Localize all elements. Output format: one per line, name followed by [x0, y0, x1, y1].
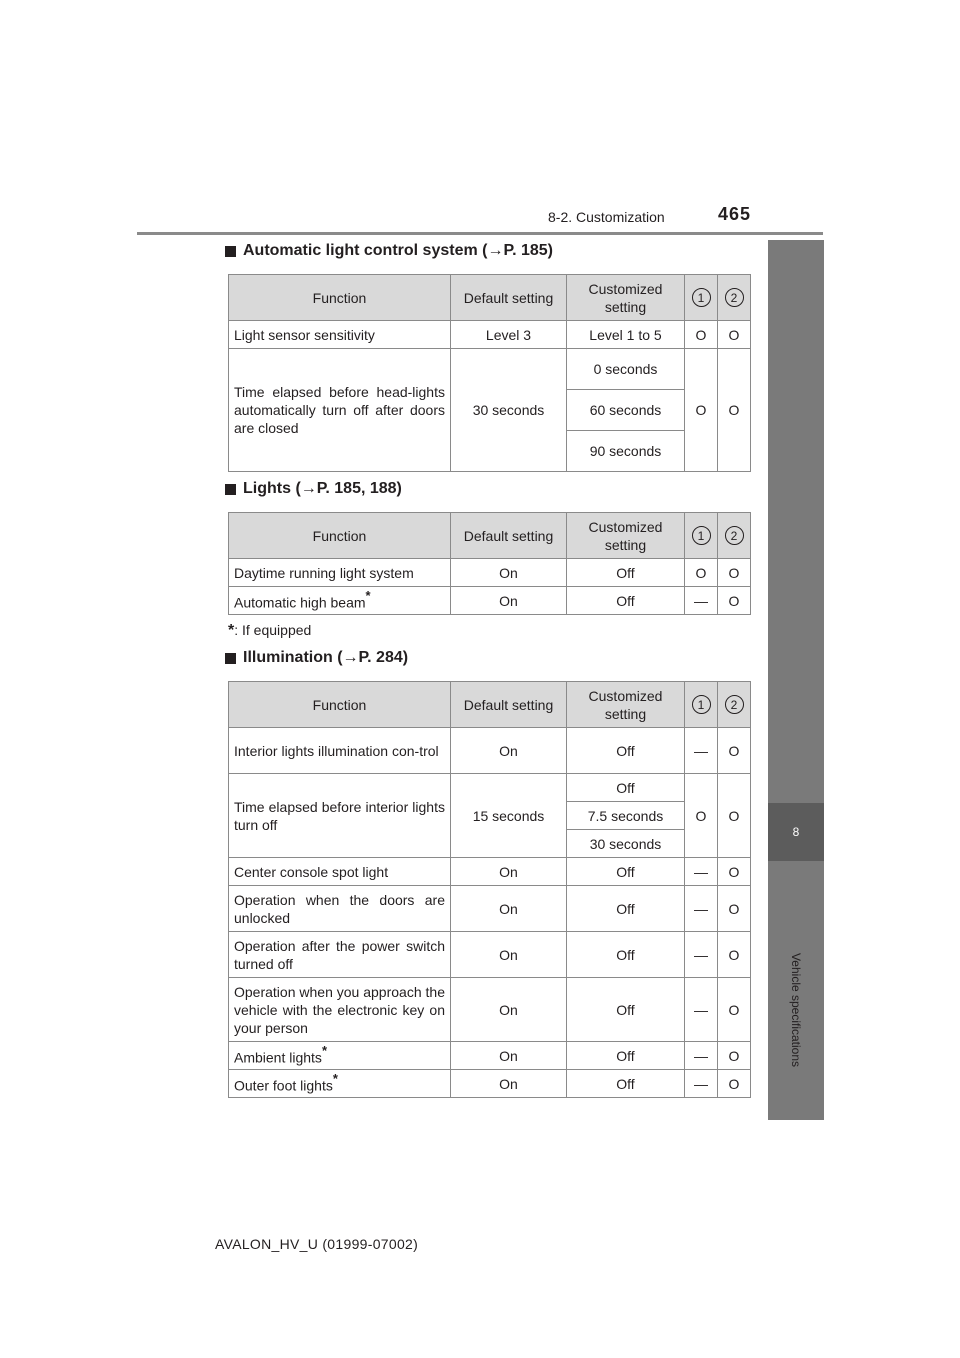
chapter-tab: 8	[768, 803, 824, 861]
col-function: Function	[229, 513, 451, 559]
customized-cell: Off	[567, 559, 685, 587]
table-row	[229, 1070, 751, 1098]
circled-number-1: 1	[692, 288, 711, 307]
c2-cell: O	[718, 728, 751, 774]
col-function: Function	[229, 682, 451, 728]
c2-cell: O	[718, 774, 751, 858]
c1-cell: —	[685, 1042, 718, 1070]
circled-number-2: 2	[725, 526, 744, 545]
asterisk-mark: *	[332, 1071, 338, 1087]
section-name: 8-2. Customization	[548, 209, 665, 225]
col-2	[718, 513, 751, 559]
option-cell: 30 seconds	[567, 830, 685, 858]
c1-cell: —	[685, 858, 718, 886]
c1-cell: —	[685, 587, 718, 615]
default-cell: On	[451, 559, 567, 587]
asterisk-mark: *	[321, 1043, 327, 1059]
function-cell: Center console spot light	[229, 858, 451, 886]
c1-cell: O	[685, 321, 718, 349]
customized-cell: Off	[567, 728, 685, 774]
function-cell	[229, 587, 451, 615]
c2-cell: O	[718, 858, 751, 886]
c2-cell: O	[718, 1070, 751, 1098]
option-cell: 60 seconds	[567, 390, 685, 431]
circled-number-2: 2	[725, 288, 744, 307]
section-heading-auto-light	[225, 242, 553, 260]
function-cell: Daytime running light system	[229, 559, 451, 587]
customized-cell: Off	[567, 886, 685, 932]
c2-cell: O	[718, 978, 751, 1042]
customized-cell: Off	[567, 587, 685, 615]
section-heading-lights	[225, 480, 402, 498]
col-default: Default setting	[451, 275, 567, 321]
table-row	[229, 932, 751, 978]
heading-text: Lights (→P. 185, 188)	[243, 480, 402, 497]
default-cell: Level 3	[451, 321, 567, 349]
function-cell: Operation when you approach the vehicle with the electronic key on your person	[229, 978, 451, 1042]
table-auto-light	[228, 274, 751, 472]
document-code: AVALON_HV_U (01999-07002)	[215, 1236, 419, 1252]
table-row	[229, 321, 751, 349]
col-1	[685, 275, 718, 321]
function-cell: Operation when the doors are unlocked	[229, 886, 451, 932]
c2-cell: O	[718, 559, 751, 587]
customized-cell: Off	[567, 1070, 685, 1098]
customized-cell: Off	[567, 978, 685, 1042]
c2-cell: O	[718, 587, 751, 615]
c1-cell: O	[685, 349, 718, 472]
c1-cell: —	[685, 886, 718, 932]
footnote	[228, 622, 311, 640]
default-cell: 15 seconds	[451, 774, 567, 858]
customized-cell: Off	[567, 932, 685, 978]
c1-cell: —	[685, 932, 718, 978]
default-cell: On	[451, 587, 567, 615]
section-heading-illumination	[225, 649, 408, 667]
header-rule	[137, 232, 823, 235]
square-bullet-icon	[225, 653, 236, 664]
page-header	[0, 0, 960, 240]
table-row	[229, 1042, 751, 1070]
asterisk-mark: *	[228, 622, 235, 639]
table-row	[229, 774, 751, 802]
default-cell: On	[451, 858, 567, 886]
c1-cell: O	[685, 559, 718, 587]
c2-cell: O	[718, 886, 751, 932]
default-cell: On	[451, 932, 567, 978]
table-header-row	[229, 275, 751, 321]
col-default: Default setting	[451, 513, 567, 559]
table-header-row	[229, 513, 751, 559]
col-1	[685, 682, 718, 728]
c1-cell: O	[685, 774, 718, 858]
c2-cell: O	[718, 1042, 751, 1070]
customized-cell: Level 1 to 5	[567, 321, 685, 349]
heading-text: Automatic light control system (→P. 185)	[243, 242, 553, 259]
table-illumination	[228, 681, 751, 1098]
option-cell: 90 seconds	[567, 431, 685, 472]
table-lights	[228, 512, 751, 615]
circled-number-1: 1	[692, 526, 711, 545]
table-row	[229, 978, 751, 1042]
col-customized: Customized setting	[567, 513, 685, 559]
heading-text: Illumination (→P. 284)	[243, 649, 409, 666]
table-row	[229, 858, 751, 886]
function-cell	[229, 1070, 451, 1098]
circled-number-2: 2	[725, 695, 744, 714]
c1-cell: —	[685, 1070, 718, 1098]
table-row	[229, 587, 751, 615]
chapter-label: Vehicle specifications	[789, 952, 803, 1068]
square-bullet-icon	[225, 246, 236, 257]
circled-number-1: 1	[692, 695, 711, 714]
option-cell: Off	[567, 774, 685, 802]
customized-cell: Off	[567, 1042, 685, 1070]
default-cell: On	[451, 728, 567, 774]
col-function: Function	[229, 275, 451, 321]
asterisk-mark: *	[365, 588, 371, 604]
function-cell: Interior lights illumination con-trol	[229, 728, 451, 774]
default-cell: On	[451, 978, 567, 1042]
default-cell: 30 seconds	[451, 349, 567, 472]
page-number: 465	[718, 204, 752, 224]
col-customized: Customized setting	[567, 275, 685, 321]
function-cell: Light sensor sensitivity	[229, 321, 451, 349]
default-cell: On	[451, 1070, 567, 1098]
c2-cell: O	[718, 321, 751, 349]
c2-cell: O	[718, 349, 751, 472]
default-cell: On	[451, 886, 567, 932]
col-2	[718, 275, 751, 321]
col-customized: Customized setting	[567, 682, 685, 728]
function-cell: Operation after the power switch turned off	[229, 932, 451, 978]
option-cell: 0 seconds	[567, 349, 685, 390]
table-row	[229, 349, 751, 390]
table-row	[229, 886, 751, 932]
table-row	[229, 728, 751, 774]
square-bullet-icon	[225, 484, 236, 495]
function-cell	[229, 1042, 451, 1070]
footnote-text: : If equipped	[234, 622, 312, 638]
col-1	[685, 513, 718, 559]
col-2	[718, 682, 751, 728]
function-text: Ambient lights	[234, 1049, 322, 1066]
function-text: Outer foot lights	[234, 1077, 333, 1094]
default-cell: On	[451, 1042, 567, 1070]
table-row	[229, 559, 751, 587]
c1-cell: —	[685, 978, 718, 1042]
table-header-row	[229, 682, 751, 728]
function-cell: Time elapsed before head-lights automatically turn off after doors are closed	[229, 349, 451, 472]
customized-cell: Off	[567, 858, 685, 886]
function-cell: Time elapsed before interior lights turn off	[229, 774, 451, 858]
c1-cell: —	[685, 728, 718, 774]
function-text: Automatic high beam	[234, 594, 366, 611]
option-cell: 7.5 seconds	[567, 802, 685, 830]
c2-cell: O	[718, 932, 751, 978]
col-default: Default setting	[451, 682, 567, 728]
